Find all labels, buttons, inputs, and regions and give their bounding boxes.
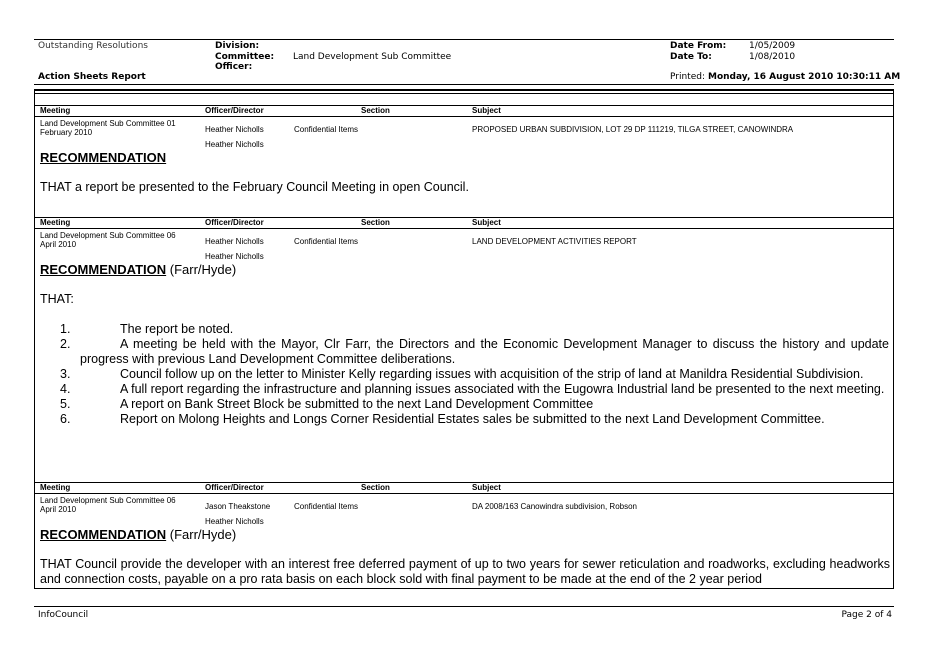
recommendation-heading: RECOMMENDATION (Farr/Hyde): [40, 527, 237, 542]
meeting-cell: Land Development Sub Committee 01 February 2010: [40, 119, 176, 137]
report-type: Action Sheets Report: [38, 72, 146, 82]
recommendation-heading: RECOMMENDATION (Farr/Hyde): [40, 262, 237, 277]
col-meeting: Meeting: [40, 106, 71, 115]
subject-cell: DA 2008/163 Canowindra subdivision, Robson: [472, 502, 637, 511]
committee-value: Land Development Sub Committee: [293, 52, 452, 62]
subject-cell: LAND DEVELOPMENT ACTIVITIES REPORT: [472, 237, 637, 246]
printed-value: Monday, 16 August 2010 10:30:11 AM: [708, 72, 901, 82]
date-from-label: Date From:: [670, 41, 727, 51]
date-to-value: 1/08/2010: [749, 52, 796, 62]
director-cell: Heather Nicholls: [205, 252, 264, 261]
col-subject: Subject: [472, 483, 501, 492]
recommendation-text: THAT a report be presented to the February Council Meeting in open Council.: [40, 180, 469, 194]
printed-label: Printed:: [670, 72, 705, 82]
page-number: Page 2 of 4: [841, 610, 892, 620]
col-officer: Officer/Director: [205, 483, 264, 492]
date-from-value: 1/05/2009: [749, 41, 796, 51]
officer-cell: Heather Nicholls: [205, 125, 264, 134]
list-item: 4. A full report regarding the infrastructure and planning issues associated with the Eugowra Industrial land be presented to the next meeting.: [60, 382, 885, 396]
recommendation-text: THAT:: [40, 292, 74, 306]
date-to-label: Date To:: [670, 52, 712, 62]
subject-cell: PROPOSED URBAN SUBDIVISION, LOT 29 DP 111219, TILGA STREET, CANOWINDRA: [472, 125, 794, 134]
officer-cell: Jason Theakstone: [205, 502, 271, 511]
column-header-row: [35, 482, 893, 494]
list-item: 6. Report on Molong Heights and Longs Corner Residential Estates sales be submitted to the next Land Development Committee.: [60, 412, 825, 426]
recommendation-heading: RECOMMENDATION: [40, 150, 167, 165]
officer-label: Officer:: [215, 62, 253, 72]
meeting-cell: Land Development Sub Committee 06 April 2010: [40, 231, 176, 249]
page-footer: [34, 606, 894, 620]
meeting-cell: Land Development Sub Committee 06 April 2010: [40, 496, 176, 514]
column-header-row: [35, 217, 893, 229]
division-label: Division:: [215, 41, 260, 51]
section-cell: Confidential Items: [294, 502, 359, 511]
director-cell: Heather Nicholls: [205, 517, 264, 526]
col-subject: Subject: [472, 106, 501, 115]
committee-label: Committee:: [215, 52, 275, 62]
col-section: Section: [361, 483, 390, 492]
footer-app-name: InfoCouncil: [38, 610, 89, 620]
list-item: 3. Council follow up on the letter to Minister Kelly regarding issues with acquisition of the strip of land at Manildra Residential Subdivision.: [60, 367, 864, 381]
list-item: 5. A report on Bank Street Block be submitted to the next Land Development Committee: [60, 397, 594, 411]
report-top-rule: [34, 93, 894, 94]
col-meeting: Meeting: [40, 218, 71, 227]
report-table: [34, 89, 894, 589]
col-meeting: Meeting: [40, 483, 71, 492]
section-cell: Confidential Items: [294, 125, 359, 134]
recommendation-text: THAT Council provide the developer with an interest free deferred payment of up to two years for sewer reticulation and roadworks, excluding headworks and connection costs, payable on a pro rata basis on each block sold with final payment to be made at the end of the 2 year period: [40, 557, 890, 586]
list-item: 1. The report be noted.: [60, 322, 234, 336]
col-section: Section: [361, 218, 390, 227]
section-cell: Confidential Items: [294, 237, 359, 246]
resolution-list: [40, 322, 889, 427]
col-subject: Subject: [472, 218, 501, 227]
col-officer: Officer/Director: [205, 106, 264, 115]
officer-cell: Heather Nicholls: [205, 237, 264, 246]
col-section: Section: [361, 106, 390, 115]
report-name: Outstanding Resolutions: [38, 41, 148, 51]
column-header-row: [35, 105, 893, 117]
page-header: [34, 39, 901, 85]
col-officer: Officer/Director: [205, 218, 264, 227]
director-cell: Heather Nicholls: [205, 140, 264, 149]
list-item: 2. A meeting be held with the Mayor, Clr Farr, the Directors and the Economic Development Manager to discuss the history and update progress with previous Land Development Committee deliberations.: [60, 337, 889, 366]
